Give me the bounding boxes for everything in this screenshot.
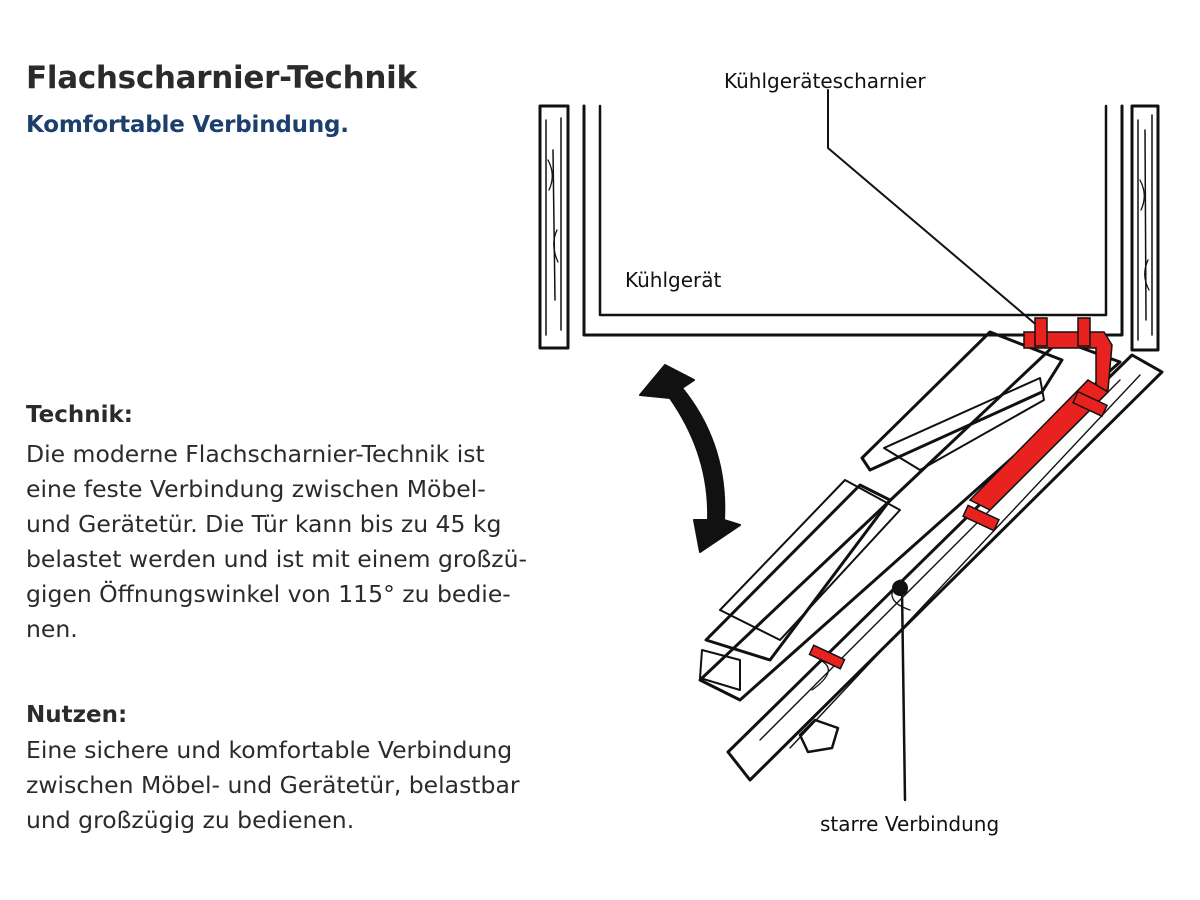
leader-hinge [828,90,1040,328]
cabinet-right-panel [1132,106,1158,350]
rigid-connection-point [892,580,908,596]
technik-heading: Technik: [26,402,133,428]
opening-arrow-icon [640,365,740,552]
label-appliance: Kühlgerät [625,268,722,292]
technik-line: nen. [26,615,78,643]
technik-line: und Gerätetür. Die Tür kann bis zu 45 kg [26,510,502,538]
nutzen-line: Eine sichere und komfortable Verbindung [26,736,513,764]
technik-line: belastet werden und ist mit einem großzü- [26,545,527,573]
appliance-body [584,106,1122,335]
nutzen-heading: Nutzen: [26,702,128,728]
appliance-door [700,332,1120,700]
leader-rigid [902,590,905,800]
nutzen-line: zwischen Möbel- und Gerätetür, belastbar [26,771,520,799]
nutzen-line: und großzügig zu bedienen. [26,806,355,834]
technik-line: Die moderne Flachscharnier-Technik ist [26,440,485,468]
page-subtitle: Komfortable Verbindung. [26,112,349,138]
hinge-mechanism [809,318,1112,669]
cabinet-left-panel [540,106,568,348]
page-title: Flachscharnier-Technik [26,60,417,96]
technik-line: gigen Öffnungswinkel von 115° zu bedie- [26,580,511,608]
label-rigid-connection: starre Verbindung [820,812,1000,836]
label-hinge: Kühlgerätescharnier [724,69,926,93]
technik-line: eine feste Verbindung zwischen Möbel- [26,475,486,503]
furniture-door [728,355,1162,780]
